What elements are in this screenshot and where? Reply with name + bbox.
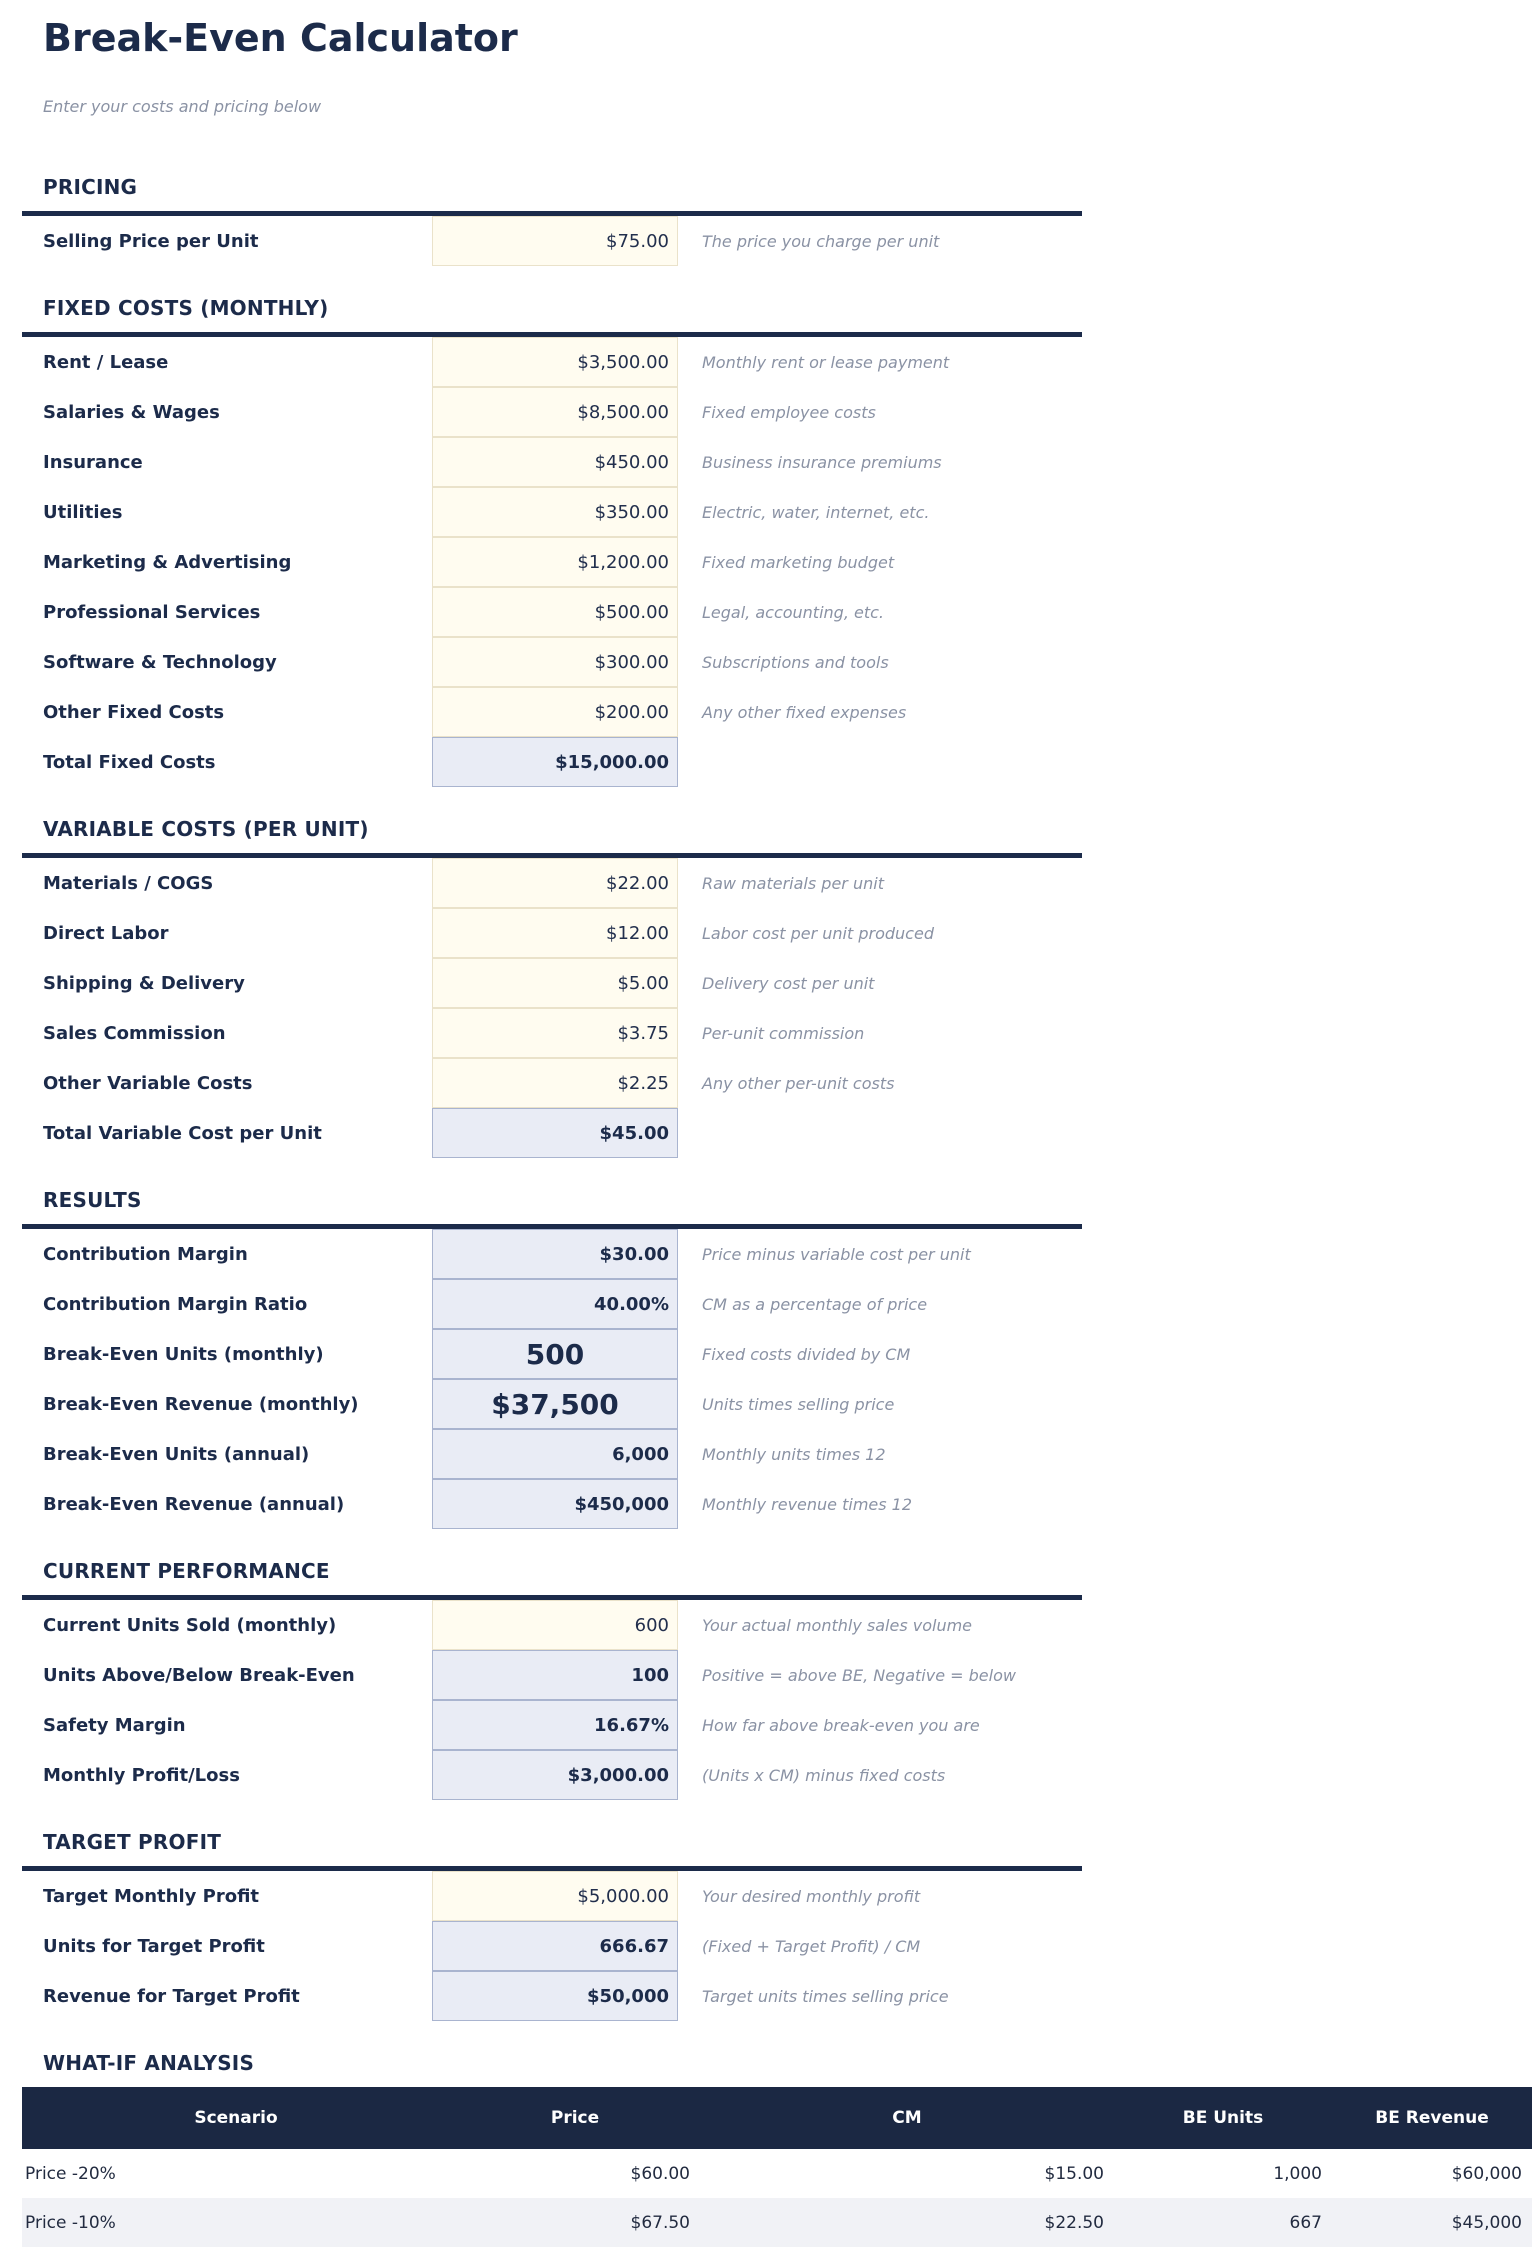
page-title: Break-Even Calculator <box>43 16 518 60</box>
variable-costs-rows <box>22 853 1082 1158</box>
contribution-margin-value: $30.00 <box>432 1229 678 1279</box>
row-label: Current Units Sold (monthly) <box>43 1614 337 1636</box>
row-units-above-below-break-even <box>22 1650 1082 1700</box>
row-hint: (Units x CM) minus fixed costs <box>702 1765 946 1785</box>
row-hint: Labor cost per unit produced <box>702 923 934 943</box>
row-label: Marketing & Advertising <box>43 551 292 573</box>
whatif-cm: $22.50 <box>1044 2212 1104 2233</box>
break-even-units-annual-value: 6,000 <box>432 1429 678 1479</box>
row-label: Target Monthly Profit <box>43 1885 260 1907</box>
col-header-be-units: BE Units <box>1114 2087 1332 2149</box>
current-units-sold-input[interactable] <box>432 1600 678 1650</box>
row-hint: Business insurance premiums <box>702 452 942 472</box>
row-hint: CM as a percentage of price <box>702 1294 928 1314</box>
current-performance-rows <box>22 1595 1082 1800</box>
row-hint: Monthly rent or lease payment <box>702 352 950 372</box>
row-contribution-margin-ratio <box>22 1279 1082 1329</box>
rent-lease-input[interactable] <box>432 337 678 387</box>
fixed-costs-rows <box>22 332 1082 787</box>
row-materials-cogs <box>22 858 1082 908</box>
insurance-input[interactable] <box>432 437 678 487</box>
section-header-results: RESULTS <box>43 1188 142 1212</box>
row-label: Safety Margin <box>43 1714 186 1736</box>
row-label: Sales Commission <box>43 1022 226 1044</box>
col-header-scenario: Scenario <box>22 2087 450 2149</box>
row-label: Break-Even Units (annual) <box>43 1443 310 1465</box>
whatif-be-revenue: $60,000 <box>1451 2163 1522 2184</box>
row-software-technology <box>22 637 1082 687</box>
utilities-input[interactable] <box>432 487 678 537</box>
selling-price-input[interactable] <box>432 216 678 266</box>
marketing-advertising-input[interactable] <box>432 537 678 587</box>
section-header-variable-costs: VARIABLE COSTS (PER UNIT) <box>43 817 369 841</box>
sales-commission-input[interactable] <box>432 1008 678 1058</box>
row-utilities <box>22 487 1082 537</box>
row-label: Utilities <box>43 501 123 523</box>
row-other-fixed-costs <box>22 687 1082 737</box>
other-variable-costs-input[interactable] <box>432 1058 678 1108</box>
section-header-pricing: PRICING <box>43 175 138 199</box>
revenue-for-target-profit-value: $50,000 <box>432 1971 678 2021</box>
row-label: Shipping & Delivery <box>43 972 245 994</box>
break-even-revenue-monthly-value: $37,500 <box>432 1379 678 1429</box>
row-label: Total Variable Cost per Unit <box>43 1122 322 1144</box>
software-technology-input[interactable] <box>432 637 678 687</box>
row-safety-margin <box>22 1700 1082 1750</box>
row-break-even-revenue-annual <box>22 1479 1082 1529</box>
row-hint: Raw materials per unit <box>702 873 884 893</box>
salaries-wages-input[interactable] <box>432 387 678 437</box>
row-hint: Monthly revenue times 12 <box>702 1494 913 1514</box>
whatif-price: $60.00 <box>630 2163 690 2184</box>
row-selling-price <box>22 216 1082 266</box>
row-hint: Fixed costs divided by CM <box>702 1344 911 1364</box>
total-fixed-costs-value: $15,000.00 <box>432 737 678 787</box>
row-label: Direct Labor <box>43 922 169 944</box>
row-units-for-target-profit <box>22 1921 1082 1971</box>
page-subtitle: Enter your costs and pricing below <box>43 97 322 116</box>
row-target-monthly-profit <box>22 1871 1082 1921</box>
section-header-current-performance: CURRENT PERFORMANCE <box>43 1559 330 1583</box>
target-profit-rows <box>22 1866 1082 2021</box>
professional-services-input[interactable] <box>432 587 678 637</box>
row-hint: Electric, water, internet, etc. <box>702 502 930 522</box>
row-label: Professional Services <box>43 601 261 623</box>
whatif-price: $67.50 <box>630 2212 690 2233</box>
row-label: Total Fixed Costs <box>43 751 216 773</box>
row-hint: Target units times selling price <box>702 1986 949 2006</box>
materials-cogs-input[interactable] <box>432 858 678 908</box>
target-monthly-profit-input[interactable] <box>432 1871 678 1921</box>
row-hint: Delivery cost per unit <box>702 973 875 993</box>
row-hint: How far above break-even you are <box>702 1715 980 1735</box>
whatif-be-units: 667 <box>1289 2212 1322 2233</box>
row-hint: Price minus variable cost per unit <box>702 1244 971 1264</box>
row-hint: Any other fixed expenses <box>702 702 907 722</box>
row-label: Break-Even Revenue (monthly) <box>43 1393 359 1415</box>
col-header-be-revenue: BE Revenue <box>1332 2087 1532 2149</box>
row-salaries-wages <box>22 387 1082 437</box>
row-hint: Units times selling price <box>702 1394 895 1414</box>
monthly-profit-loss-value: $3,000.00 <box>432 1750 678 1800</box>
results-rows <box>22 1224 1082 1529</box>
whatif-be-revenue: $45,000 <box>1451 2212 1522 2233</box>
section-pricing <box>22 177 1082 266</box>
direct-labor-input[interactable] <box>432 908 678 958</box>
row-direct-labor <box>22 908 1082 958</box>
pricing-rows <box>22 211 1082 266</box>
row-hint: Any other per-unit costs <box>702 1073 895 1093</box>
row-label: Revenue for Target Profit <box>43 1985 300 2007</box>
other-fixed-costs-input[interactable] <box>432 687 678 737</box>
section-results <box>22 1190 1082 1529</box>
section-header-fixed-costs: FIXED COSTS (MONTHLY) <box>43 296 329 320</box>
row-label: Insurance <box>43 451 143 473</box>
section-current-performance <box>22 1561 1082 1800</box>
section-fixed-costs <box>22 298 1082 787</box>
break-even-units-monthly-value: 500 <box>432 1329 678 1379</box>
whatif-scenario: Price -10% <box>25 2212 116 2233</box>
row-insurance <box>22 437 1082 487</box>
col-header-price: Price <box>450 2087 700 2149</box>
section-variable-costs <box>22 819 1082 1158</box>
units-above-below-value: 100 <box>432 1650 678 1700</box>
what-if-row-price-minus-10 <box>22 2198 1532 2247</box>
row-label: Software & Technology <box>43 651 277 673</box>
row-label: Materials / COGS <box>43 872 214 894</box>
row-revenue-for-target-profit <box>22 1971 1082 2021</box>
row-label: Contribution Margin <box>43 1243 248 1265</box>
row-label: Other Fixed Costs <box>43 701 225 723</box>
row-label: Contribution Margin Ratio <box>43 1293 308 1315</box>
what-if-header-row <box>22 2087 1532 2149</box>
row-hint: Legal, accounting, etc. <box>702 602 884 622</box>
contribution-margin-ratio-value: 40.00% <box>432 1279 678 1329</box>
row-label: Salaries & Wages <box>43 401 220 423</box>
row-hint: (Fixed + Target Profit) / CM <box>702 1936 921 1956</box>
row-hint: Monthly units times 12 <box>702 1444 886 1464</box>
total-variable-cost-value: $45.00 <box>432 1108 678 1158</box>
row-total-variable-cost <box>22 1108 1082 1158</box>
row-hint: Your desired monthly profit <box>702 1886 921 1906</box>
what-if-row-price-minus-20 <box>22 2149 1532 2198</box>
section-target-profit <box>22 1832 1082 2021</box>
units-for-target-profit-value: 666.67 <box>432 1921 678 1971</box>
col-header-cm: CM <box>700 2087 1114 2149</box>
row-break-even-revenue-monthly <box>22 1379 1082 1429</box>
row-contribution-margin <box>22 1229 1082 1279</box>
row-break-even-units-monthly <box>22 1329 1082 1379</box>
row-break-even-units-annual <box>22 1429 1082 1479</box>
row-hint: Your actual monthly sales volume <box>702 1615 973 1635</box>
shipping-delivery-input[interactable] <box>432 958 678 1008</box>
whatif-be-units: 1,000 <box>1273 2163 1322 2184</box>
whatif-cm: $15.00 <box>1044 2163 1104 2184</box>
row-label: Units for Target Profit <box>43 1935 265 1957</box>
row-professional-services <box>22 587 1082 637</box>
row-hint: Fixed marketing budget <box>702 552 895 572</box>
section-header-what-if: WHAT-IF ANALYSIS <box>43 2051 255 2075</box>
row-label: Monthly Profit/Loss <box>43 1764 240 1786</box>
row-monthly-profit-loss <box>22 1750 1082 1800</box>
row-hint: Subscriptions and tools <box>702 652 889 672</box>
row-shipping-delivery <box>22 958 1082 1008</box>
row-label: Units Above/Below Break-Even <box>43 1664 355 1686</box>
row-hint: The price you charge per unit <box>702 231 940 251</box>
row-label: Rent / Lease <box>43 351 169 373</box>
safety-margin-value: 16.67% <box>432 1700 678 1750</box>
section-what-if-analysis <box>22 2053 1537 2247</box>
row-hint: Fixed employee costs <box>702 402 876 422</box>
row-other-variable-costs <box>22 1058 1082 1108</box>
row-hint: Per-unit commission <box>702 1023 865 1043</box>
row-sales-commission <box>22 1008 1082 1058</box>
what-if-table <box>22 2087 1532 2247</box>
row-label: Other Variable Costs <box>43 1072 253 1094</box>
row-marketing-advertising <box>22 537 1082 587</box>
whatif-scenario: Price -20% <box>25 2163 116 2184</box>
row-current-units-sold <box>22 1600 1082 1650</box>
row-hint: Positive = above BE, Negative = below <box>702 1665 1016 1685</box>
section-header-target-profit: TARGET PROFIT <box>43 1830 222 1854</box>
break-even-revenue-annual-value: $450,000 <box>432 1479 678 1529</box>
row-label: Selling Price per Unit <box>43 230 259 252</box>
row-total-fixed-costs <box>22 737 1082 787</box>
row-label: Break-Even Revenue (annual) <box>43 1493 345 1515</box>
row-label: Break-Even Units (monthly) <box>43 1343 324 1365</box>
row-rent-lease <box>22 337 1082 387</box>
